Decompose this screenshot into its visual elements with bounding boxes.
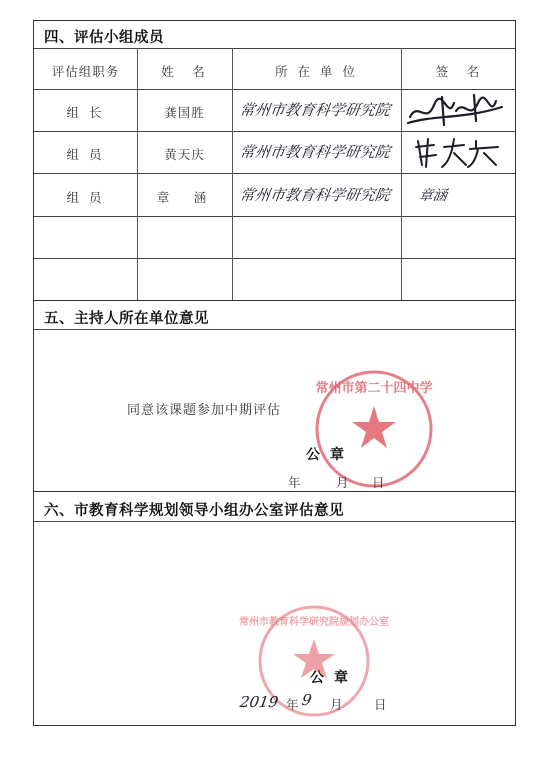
header-unit: 所 在 单 位	[275, 64, 358, 79]
date-year: 年	[286, 697, 299, 712]
date-month: 月	[330, 697, 343, 712]
school-stamp	[313, 368, 435, 490]
handwritten-month: 9	[300, 691, 313, 709]
divider	[34, 131, 515, 132]
signature-huang	[412, 133, 512, 173]
evaluation-form-page	[33, 20, 516, 726]
svg-text:常州市教育科学研究院规划办公室: 常州市教育科学研究院规划办公室	[239, 617, 389, 628]
divider	[34, 300, 515, 301]
divider	[34, 258, 515, 259]
date-day: 日	[372, 475, 385, 490]
divider	[232, 48, 233, 300]
member-unit-handwritten: 常州市教育科学研究院	[238, 143, 392, 161]
member-role: 组 员	[66, 190, 105, 205]
signature-gong	[404, 91, 514, 131]
member-name: 章 涵	[156, 190, 213, 205]
divider	[34, 329, 515, 330]
seal-label: 公章	[306, 447, 354, 463]
header-name: 姓 名	[161, 64, 208, 79]
divider	[34, 48, 515, 49]
seal-label: 公章	[310, 670, 358, 686]
member-name: 黄天庆	[164, 147, 205, 162]
divider	[34, 173, 515, 174]
date-month: 月	[336, 475, 349, 490]
date-year: 年	[288, 475, 301, 490]
header-role: 评估组职务	[51, 64, 120, 79]
section6-title: 六、市教育科学规划领导小组办公室评估意见	[44, 503, 344, 519]
member-name: 龚国胜	[164, 105, 205, 120]
section5-title: 五、主持人所在单位意见	[44, 311, 209, 327]
svg-text:常州市第二十四中学: 常州市第二十四中学	[315, 381, 433, 396]
divider	[401, 48, 402, 300]
divider	[34, 89, 515, 90]
member-role: 组 长	[66, 105, 105, 120]
member-signature: 章涵	[417, 188, 448, 204]
divider	[34, 491, 515, 492]
divider	[137, 48, 138, 300]
member-unit-handwritten: 常州市教育科学研究院	[238, 186, 392, 204]
member-role: 组 员	[66, 147, 105, 162]
section4-title: 四、评估小组成员	[44, 30, 164, 46]
divider	[34, 216, 515, 217]
header-signature: 签 名	[435, 64, 483, 79]
handwritten-year: 2019	[238, 693, 280, 711]
member-unit-handwritten: 常州市教育科学研究院	[238, 101, 392, 119]
unit-opinion-text: 同意该课题参加中期评估	[127, 403, 282, 418]
date-day: 日	[374, 697, 387, 712]
divider	[34, 521, 515, 522]
